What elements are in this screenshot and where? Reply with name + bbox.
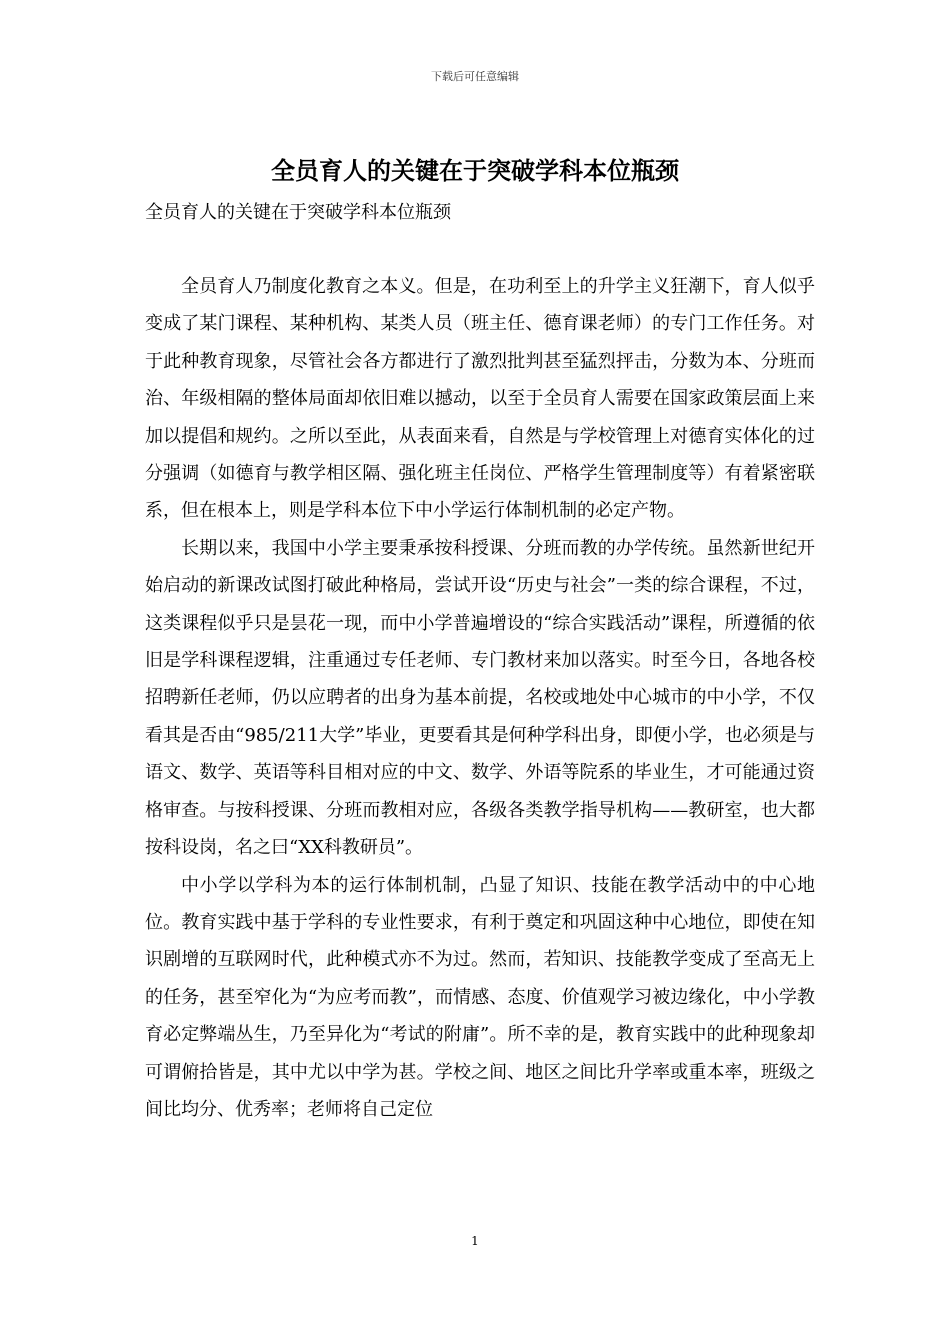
paragraph-2: 长期以来，我国中小学主要秉承按科授课、分班而教的办学传统。虽然新世纪开始启动的新课改试图打破此种格局，尝试开设“历史与社会”一类的综合课程，不过，这类课程似乎只是昙花一现，而中小学普遍增设的“综合实践活动”课程，所遵循的依旧是学科课程逻辑，注重通过专任老师、专门教材来加以落实。时至今日，各地各校招聘新任老师，仍以应聘者的出身为基本前提，名校或地处中心城市的中小学，不仅看其是否由“985/211大学”毕业，更要看其是何种学科出身，即便小学，也必须是与语文、数学、英语等科目相对应的中文、数学、外语等院系的毕业生，才可能通过资格审查。与按科授课、分班而教相对应，各级各类教学指导机构——教研室，也大都按科设岗，名之曰“XX科教研员”。 <box>145 537 815 859</box>
header-note: 下载后可任意编辑 <box>431 70 519 83</box>
article-body <box>145 268 815 1128</box>
document-subtitle: 全员育人的关键在于突破学科本位瓶颈 <box>145 202 451 223</box>
document-title: 全员育人的关键在于突破学科本位瓶颈 <box>271 157 679 185</box>
paragraph-1: 全员育人乃制度化教育之本义。但是，在功利至上的升学主义狂潮下，育人似乎变成了某门课程、某种机构、某类人员（班主任、德育课老师）的专门工作任务。对于此种教育现象，尽管社会各方都进行了激烈批判甚至猛烈抨击，分数为本、分班而治、年级相隔的整体局面却依旧难以撼动，以至于全员育人需要在国家政策层面上来加以提倡和规约。之所以至此，从表面来看，自然是与学校管理上对德育实体化的过分强调（如德育与教学相区隔、强化班主任岗位、严格学生管理制度等）有着紧密联系，但在根本上，则是学科本位下中小学运行体制机制的必定产物。 <box>145 276 815 522</box>
paragraph-3: 中小学以学科为本的运行体制机制，凸显了知识、技能在教学活动中的中心地位。教育实践中基于学科的专业性要求，有利于奠定和巩固这种中心地位，即使在知识剧增的互联网时代，此种模式亦不为过。然而，若知识、技能教学变成了至高无上的任务，甚至窄化为“为应考而教”，而情感、态度、价值观学习被边缘化，中小学教育必定弊端丛生，乃至异化为“考试的附庸”。所不幸的是，教育实践中的此种现象却可谓俯拾皆是，其中尤以中学为甚。学校之间、地区之间比升学率或重本率，班级之间比均分、优秀率；老师将自己定位 <box>145 874 815 1120</box>
page-number: 1 <box>471 1234 479 1248</box>
